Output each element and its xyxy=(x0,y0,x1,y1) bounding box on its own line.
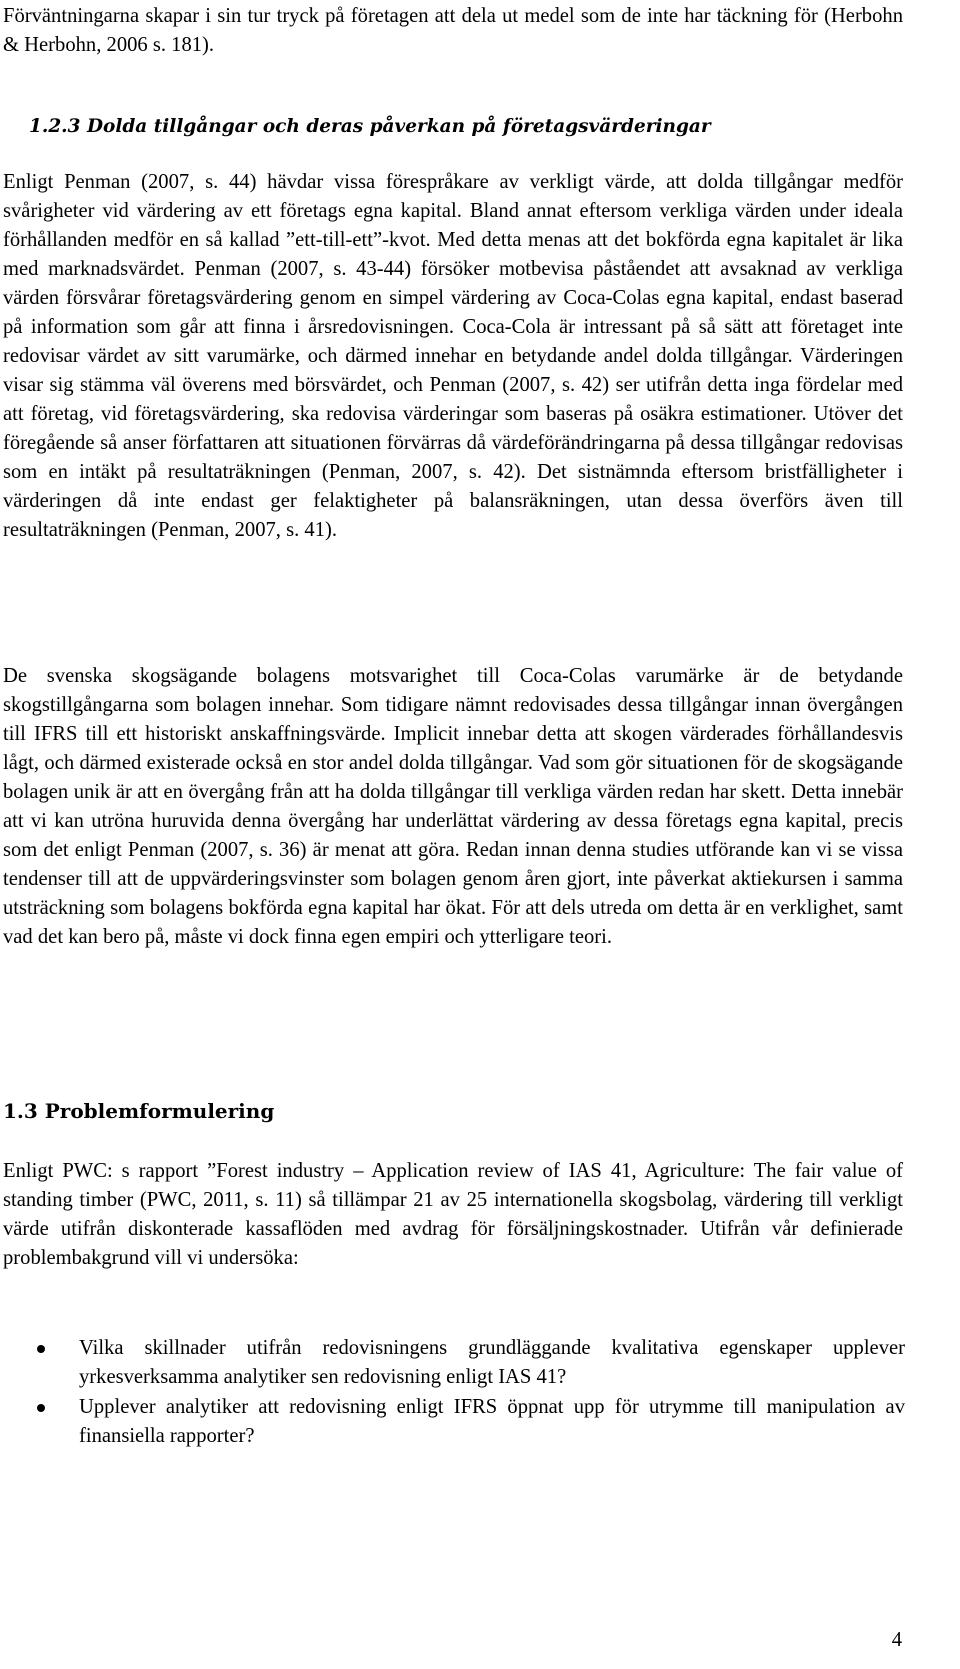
list-item xyxy=(0,1393,905,1451)
section-heading-1-3: 1.3 Problemformulering xyxy=(3,1099,275,1123)
section-1-3-paragraph-1: Enligt PWC: s rapport ”Forest industry – Application review of IAS 41, Agriculture: The fair value of standing timber (PWC, 2011, s. 11) så tillämpar 21 av 25 internationella skogsbolag, värdering till verkligt värde utifrån diskonterade kassaflöden med avdrag för försäljningskostnader. Utifrån vår definierade problembakgrund vill vi undersöka: xyxy=(3,1160,903,1269)
list-item-text: Upplever analytiker att redovisning enligt IFRS öppnat upp för utrymme till manipulation av finansiella rapporter? xyxy=(79,1396,905,1447)
list-item xyxy=(0,1334,905,1392)
section-1-2-3-paragraph-2: De svenska skogsägande bolagens motsvarighet till Coca-Colas varumärke är de betydande skogstillgångarna som bolagen innehar. Som tidigare nämnt redovisades dessa tillgångar innan övergången till IFRS till ett historiskt anskaffningsvärde. Implicit innebar detta att skogen värderades förhållandesvis lågt, och därmed existerade också en stor andel dolda tillgångar. Vad som gör situationen för de skogsägande bolagen unik är att en övergång från att ha dolda tillgångar till verkliga värden redan har skett. Detta innebär att vi kan utröna huruvida denna övergång har underlättat värdering av dessa företags egna kapital, precis som det enligt Penman (2007, s. 36) är menat att göra. Redan innan denna studies utförande kan vi se vissa tendenser till att de uppvärderingsvinster som bolagen genom åren gjort, inte påverkat aktiekursen i samma utsträckning som bolagens bokförda egna kapital har ökat. För att dels utreda om detta är en verklighet, samt vad det kan bero på, måste vi dock finna egen empiri och ytterligare teori. xyxy=(3,665,903,948)
bullet-icon xyxy=(37,1345,45,1353)
page-number: 4 xyxy=(891,1629,902,1651)
section-1-2-3-paragraph-1: Enligt Penman (2007, s. 44) hävdar vissa förespråkare av verkligt värde, att dolda tillgångar medför svårigheter vid värdering av ett företags egna kapital. Bland annat eftersom verkliga värden under ideala förhållanden medför en så kallad ”ett-till-ett”-kvot. Med detta menas att det bokförda egna kapitalet är lika med marknadsvärdet. Penman (2007, s. 43-44) försöker motbevisa påståendet att avsaknad av verkliga värden försvårar företagsvärdering genom en simpel värdering av Coca-Colas egna kapital, endast baserad på information som går att finna i årsredovisningen. Coca-Cola är intressant på så sätt att företaget inte redovisar värdet av sitt varumärke, och därmed innehar en betydande andel dolda tillgångar. Värderingen visar sig stämma väl överens med börsvärdet, och Penman (2007, s. 42) ser utifrån detta inga fördelar med att företag, vid företagsvärdering, ska redovisa värderingar som baseras på osäkra estimationer. Utöver det föregående så anser författaren att situationen förvärras då värdeförändringarna på dessa tillgångar redovisas som en intäkt på resultaträkningen (Penman, 2007, s. 42). Det sistnämnda eftersom bristfälligheter i värderingen då inte endast ger felaktigheter på balansräkningen, utan dessa överförs även till resultaträkningen (Penman, 2007, s. 41). xyxy=(3,171,903,541)
intro-paragraph: Förväntningarna skapar i sin tur tryck på företagen att dela ut medel som de inte har täckning för (Herbohn & Herbohn, 2006 s. 181). xyxy=(3,5,903,56)
research-question-list xyxy=(0,1334,905,1452)
list-item-text: Vilka skillnader utifrån redovisningens grundläggande kvalitativa egenskaper upplever yrkesverksamma analytiker sen redovisning enligt IAS 41? xyxy=(79,1337,905,1388)
bullet-icon xyxy=(37,1404,45,1412)
section-heading-1-2-3: 1.2.3 Dolda tillgångar och deras påverkan på företagsvärderingar xyxy=(29,116,711,137)
